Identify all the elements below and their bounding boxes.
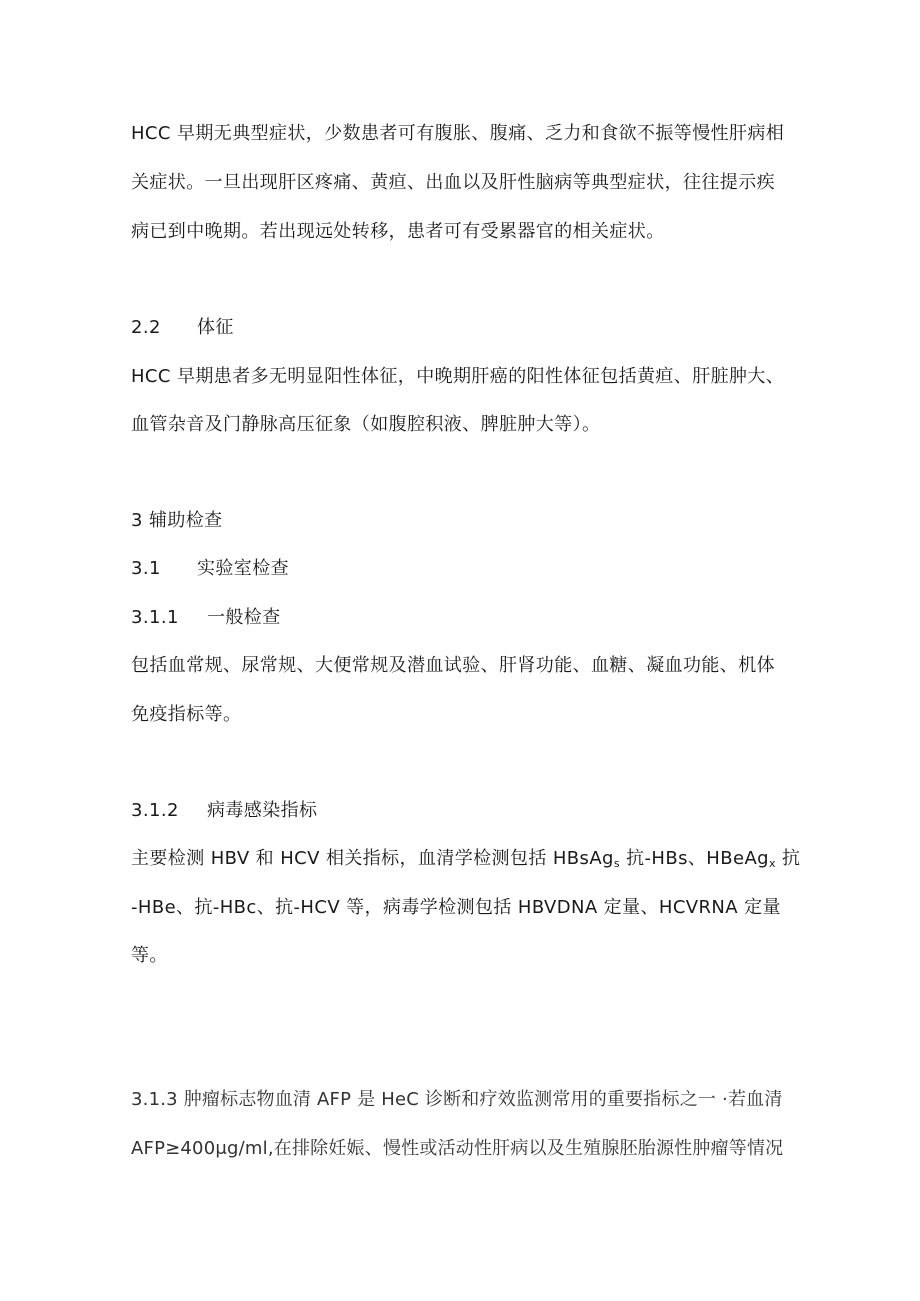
p4-line-1-part-b: 抗-HBs、HBeAg (620, 848, 769, 869)
p5-line-2: AFP≥400μg∕ml,在排除妊娠、慢性或活动性肝病以及生殖腺胚胎源性肿瘤等情况 (131, 1138, 784, 1159)
p4-line-3: 等。 (131, 945, 168, 966)
heading-number: 3.1 (131, 558, 161, 579)
p4-line-1-part-c: 抗 (775, 848, 801, 869)
heading-3: 3 辅助检查 (131, 510, 223, 531)
p2-line-2: 血管杂音及门静脉高压征象（如腹腔积液、脾脏肿大等）。 (131, 414, 601, 435)
p2-line-1: HCC 早期患者多无明显阳性体征，中晚期肝癌的阳性体征包括黄疸、肝脏肿大、 (131, 366, 785, 387)
heading-3-1-2 (131, 798, 317, 824)
heading-title: 实验室检查 (197, 558, 289, 579)
p1-line-3: 病已到中晚期。若出现远处转移，患者可有受累器官的相关症状。 (131, 221, 665, 242)
heading-3-1-1 (131, 605, 281, 631)
subscript-x: x (769, 857, 776, 870)
subscript-s: s (613, 857, 621, 870)
p1-line-2: 关症状。一旦出现肝区疼痛、黄疸、出血以及肝性脑病等典型症状，往往提示疾 (131, 172, 775, 193)
heading-title: 体征 (197, 317, 234, 338)
heading-title: 病毒感染指标 (207, 800, 318, 821)
heading-number: 3.1.2 (131, 800, 179, 821)
p4-line-1-part-a: 主要检测 HBV 和 HCV 相关指标，血清学检测包括 HBsAg (131, 848, 614, 869)
p5-line-1: 3.1.3 肿瘤标志物血清 AFP 是 HeC 诊断和疗效监测常用的重要指标之一 ·若血清 (131, 1089, 783, 1110)
heading-2-2 (131, 315, 234, 341)
p4-line-1 (131, 846, 800, 872)
heading-number: 3.1.1 (131, 607, 179, 628)
heading-number: 2.2 (131, 317, 161, 338)
p1-line-1: HCC 早期无典型症状，少数患者可有腹胀、腹痛、乏力和食欲不振等慢性肝病相 (131, 123, 785, 144)
p3-line-1: 包括血常规、尿常规、大便常规及潜血试验、肝肾功能、血糖、凝血功能、机体 (131, 655, 775, 676)
p4-line-2: -HBe、抗-HBc、抗-HCV 等，病毒学检测包括 HBVDNA 定量、HCVRNA 定量 (131, 897, 781, 918)
p3-line-2: 免疫指标等。 (131, 704, 242, 725)
heading-title: 一般检查 (207, 607, 281, 628)
heading-3-1 (131, 556, 289, 582)
